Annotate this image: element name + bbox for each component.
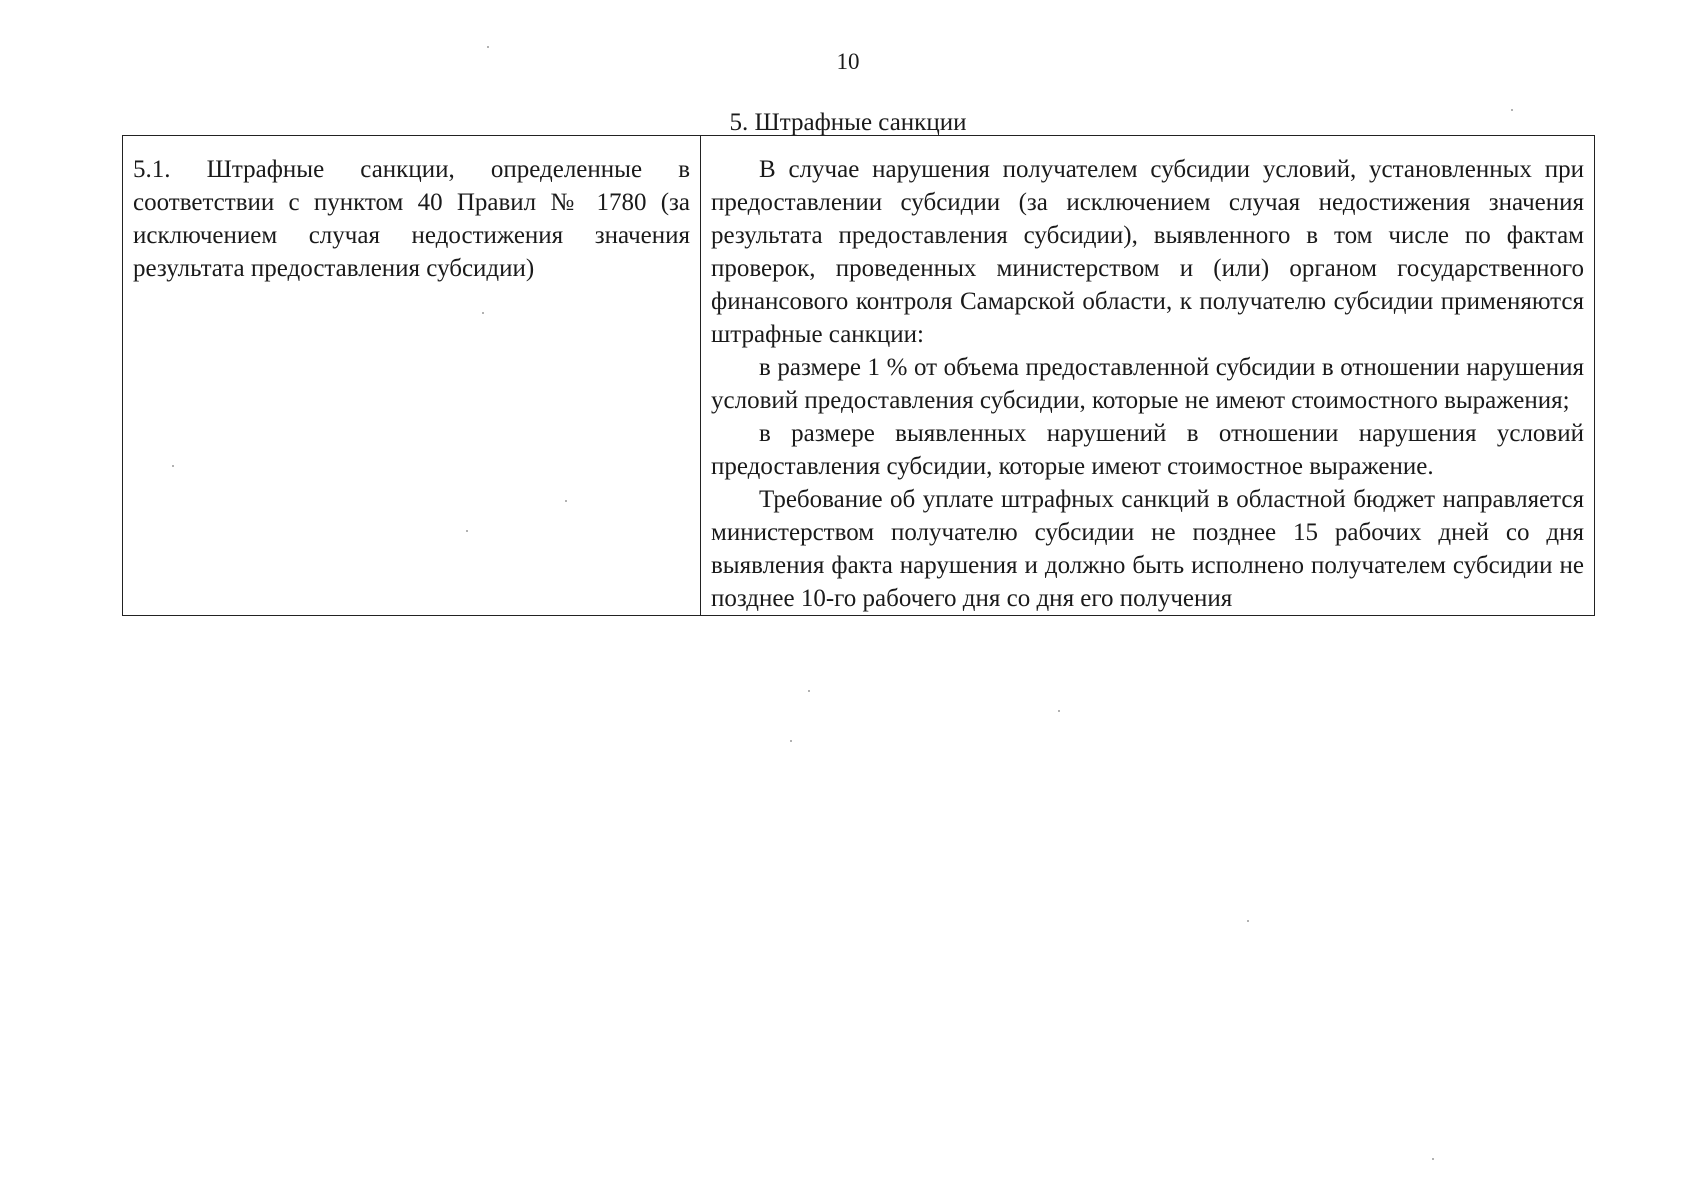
scan-speck <box>482 312 484 314</box>
scan-speck <box>1432 1158 1434 1160</box>
scan-speck <box>808 690 810 692</box>
sanction-clause-cell: 5.1. Штрафные санкции, определенные в соответствии с пунктом 40 Правил № 1780 (за исключением случая недостижения значения результата предоставления субсидии) <box>123 136 701 616</box>
sanctions-table <box>122 135 1595 616</box>
scan-speck <box>1247 920 1249 922</box>
scan-speck <box>790 740 792 742</box>
page-number: 10 <box>836 49 860 74</box>
scan-speck <box>466 530 468 532</box>
scan-speck <box>172 465 174 467</box>
paragraph-non-monetary: в размере 1 % от объема предоставленной субсидии в отношении нарушения условий предоставления субсидии, которые не имеют стоимостного выражения; <box>711 354 1584 414</box>
paragraph-general-rule: В случае нарушения получателем субсидии условий, установленных при предоставлении субсидии (за исключением случая недостижения значения результата предоставления субсидии), выявленного в том числе по фактам проверок, проведенных министерством и (или) органом государственного финансового контроля Самарской области, к получателю субсидии применяются штрафные санкции: <box>711 156 1584 348</box>
paragraph-payment-demand: Требование об уплате штрафных санкций в областной бюджет направляется министерством получателю субсидии не позднее 15 рабочих дней со дня выявления факта нарушения и должно быть исполнено получателем субсидии не позднее 10-го рабочего дня со дня его получения <box>711 486 1584 612</box>
table-row <box>123 136 1595 616</box>
sanction-description-cell <box>701 136 1595 616</box>
scan-speck <box>1058 710 1060 712</box>
scan-speck <box>565 500 567 502</box>
scan-speck <box>1511 109 1513 111</box>
section-title: 5. Штрафные санкции <box>729 109 967 136</box>
paragraph-monetary: в размере выявленных нарушений в отношении нарушения условий предоставления субсидии, которые имеют стоимостное выражение. <box>711 420 1584 480</box>
scan-speck <box>487 46 489 48</box>
